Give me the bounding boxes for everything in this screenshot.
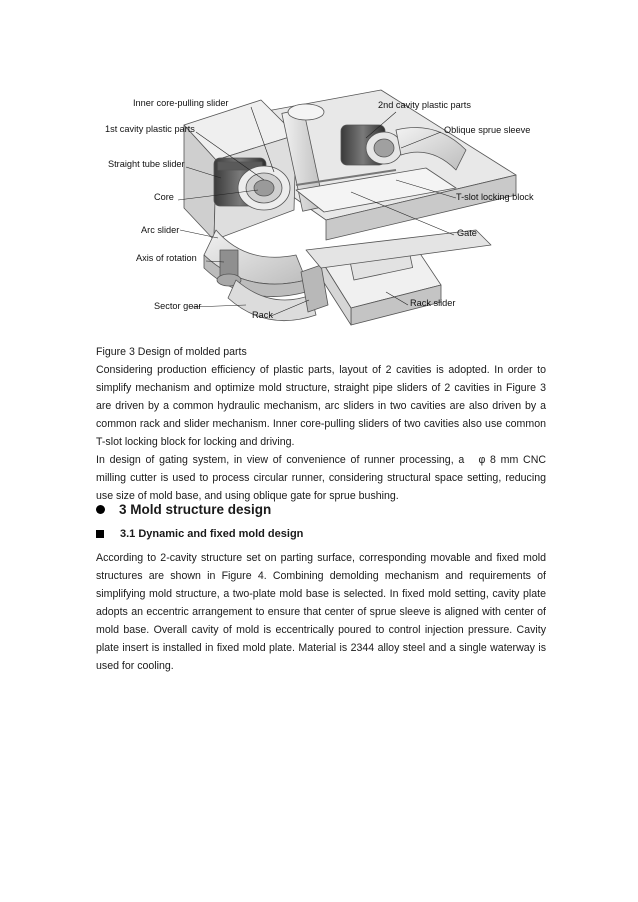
label-rack: Rack bbox=[252, 310, 273, 320]
figure-caption: Figure 3 Design of molded parts bbox=[96, 346, 247, 358]
subsection-heading-text: 3.1 Dynamic and fixed mold design bbox=[120, 528, 304, 540]
paragraph-gating: In design of gating system, in view of convenience of runner processing, a φ 8 mm CNC milling cutter is used to process circular runner, considering structural space setting, reducing use size of mold base, and using oblique gate for sprue bushing. bbox=[96, 454, 546, 502]
bullet-square-icon bbox=[96, 530, 104, 538]
label-rack-slider: Rack slider bbox=[410, 298, 456, 308]
bullet-dot-icon bbox=[96, 505, 105, 514]
label-axis-of-rotation: Axis of rotation bbox=[136, 253, 197, 263]
paragraph-layout: Considering production efficiency of plastic parts, layout of 2 cavities is adopted. In order to simplify mechanism and optimize mold structure, straight pipe sliders of 2 cavities in Figure 3 are driven by a common hydraulic mechanism, arc sliders in two cavities are also driven by a common rack and slider mechanism. Inner core-pulling sliders of two cavities also use common T-slot locking block for locking and driving. bbox=[96, 364, 546, 448]
subsection-heading bbox=[96, 528, 303, 540]
paragraph-mold-design: According to 2-cavity structure set on parting surface, corresponding movable and fixed mold structures are shown in Figure 4. Combining demolding mechanism and requirements of simplifying mold structure, a two-plate mold base is selected. In fixed mold setting, cavity plate adopts an eccentric arrangement to ensure that center of sprue sleeve is aligned with center of mold base. Overall cavity of mold is eccentrically poured to control injection pressure. Cavity plate insert is installed in fixed mold plate. Material is 2344 alloy steel and a single waterway is used for cooling. bbox=[96, 552, 546, 672]
label-gate: Gate bbox=[457, 228, 477, 238]
core bbox=[254, 180, 274, 196]
label-second-cavity: 2nd cavity plastic parts bbox=[378, 100, 471, 110]
figure-mold-parts bbox=[96, 80, 546, 342]
label-oblique-sprue-sleeve: Oblique sprue sleeve bbox=[444, 125, 531, 135]
label-arc-slider: Arc slider bbox=[141, 225, 180, 235]
label-inner-core-pulling-slider: Inner core-pulling slider bbox=[133, 98, 229, 108]
label-core: Core bbox=[154, 192, 174, 202]
label-t-slot-locking-block: T-slot locking block bbox=[456, 192, 534, 202]
label-first-cavity: 1st cavity plastic parts bbox=[105, 124, 195, 134]
label-straight-tube-slider: Straight tube slider bbox=[108, 159, 185, 169]
label-sector-gear: Sector gear bbox=[154, 301, 202, 311]
section-heading-text: 3 Mold structure design bbox=[119, 502, 272, 517]
section-heading bbox=[96, 502, 271, 517]
